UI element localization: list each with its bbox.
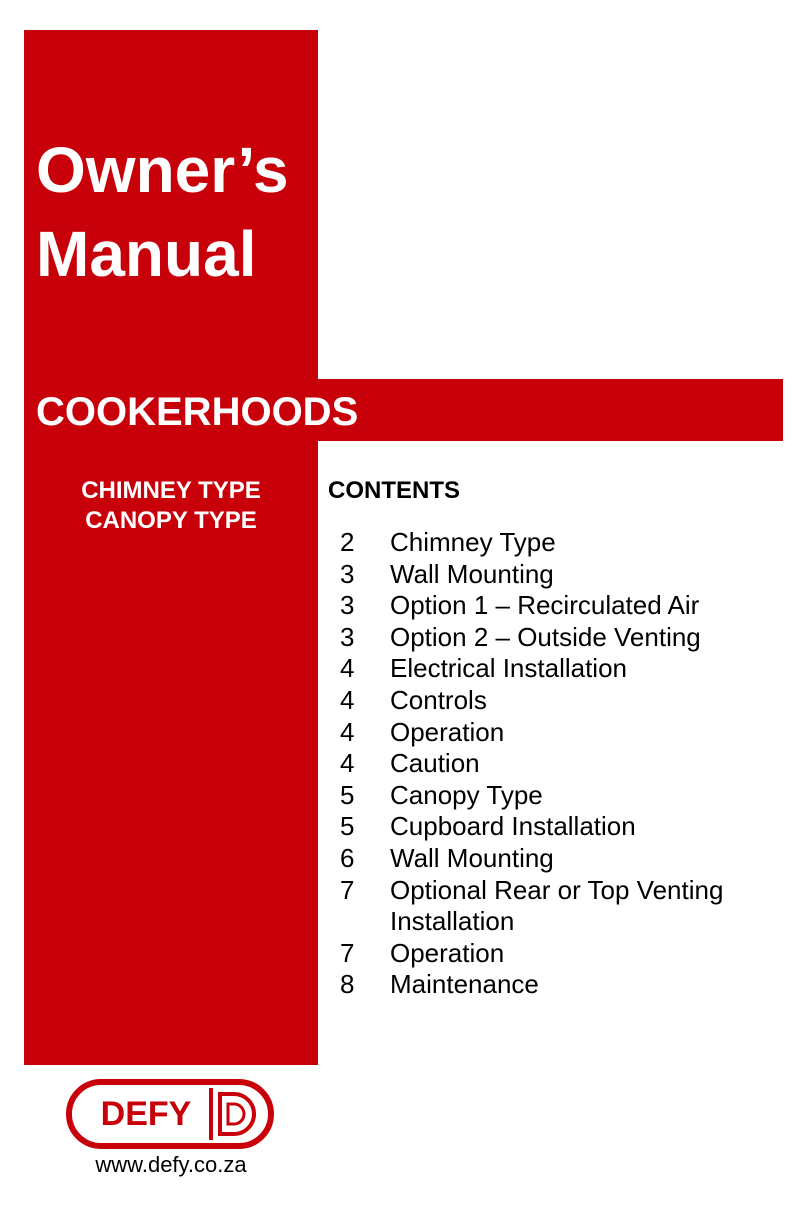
toc-page: 7 [340,937,355,968]
toc-title: Chimney Type [390,527,556,557]
toc-page: 8 [340,969,355,1000]
toc-page: 4 [340,684,355,715]
toc-title: Cupboard Installation [390,811,636,842]
type-canopy: CANOPY TYPE [85,507,257,534]
toc-item [340,875,800,938]
toc-item [340,590,800,622]
toc-page: 6 [340,842,355,873]
toc-page: 7 [340,874,355,905]
toc-title: Controls [390,684,487,715]
type-chimney: CHIMNEY TYPE [81,477,261,504]
product-types [24,476,318,536]
toc-item [340,717,800,749]
toc-item [340,559,800,591]
toc-title: Electrical Installation [390,653,627,684]
toc-item [340,653,800,685]
title-line-1: Owner’s [36,134,289,206]
toc-item [340,780,800,812]
toc-title: Optional Rear or Top Venting Installation [390,874,724,937]
toc-title: Wall Mounting [390,842,554,873]
toc-page: 4 [340,716,355,747]
logo-wordmark: DEFY [100,1095,192,1133]
defy-logo [66,1078,276,1150]
toc-page: 2 [340,527,355,557]
toc-page: 4 [340,748,355,779]
toc-item [340,938,800,970]
toc-item [340,622,800,654]
toc-item [340,811,800,843]
toc-title: Operation [390,716,505,747]
toc-item [340,685,800,717]
product-name: COOKERHOODS [36,390,359,434]
toc-item [340,527,800,559]
manual-title [36,128,289,296]
toc-title: Option 2 – Outside Venting [390,621,701,652]
toc-title: Wall Mounting [390,558,554,589]
toc-title: Option 1 – Recirculated Air [390,590,700,621]
website-url: www.defy.co.za [95,1152,247,1177]
toc-title: Maintenance [390,969,539,1000]
toc-page: 3 [340,590,355,621]
toc-title: Canopy Type [390,779,543,810]
contents-heading: CONTENTS [328,477,460,504]
title-line-2: Manual [36,218,257,290]
toc-item [340,748,800,780]
toc-page: 5 [340,811,355,842]
toc-title: Operation [390,937,505,968]
red-title-band [318,379,783,441]
toc-item [340,843,800,875]
toc-page: 4 [340,653,355,684]
toc-page: 3 [340,558,355,589]
toc-page: 5 [340,779,355,810]
toc-title: Caution [390,748,480,779]
toc-item [340,969,800,1001]
toc-page: 3 [340,621,355,652]
table-of-contents [340,527,800,1001]
